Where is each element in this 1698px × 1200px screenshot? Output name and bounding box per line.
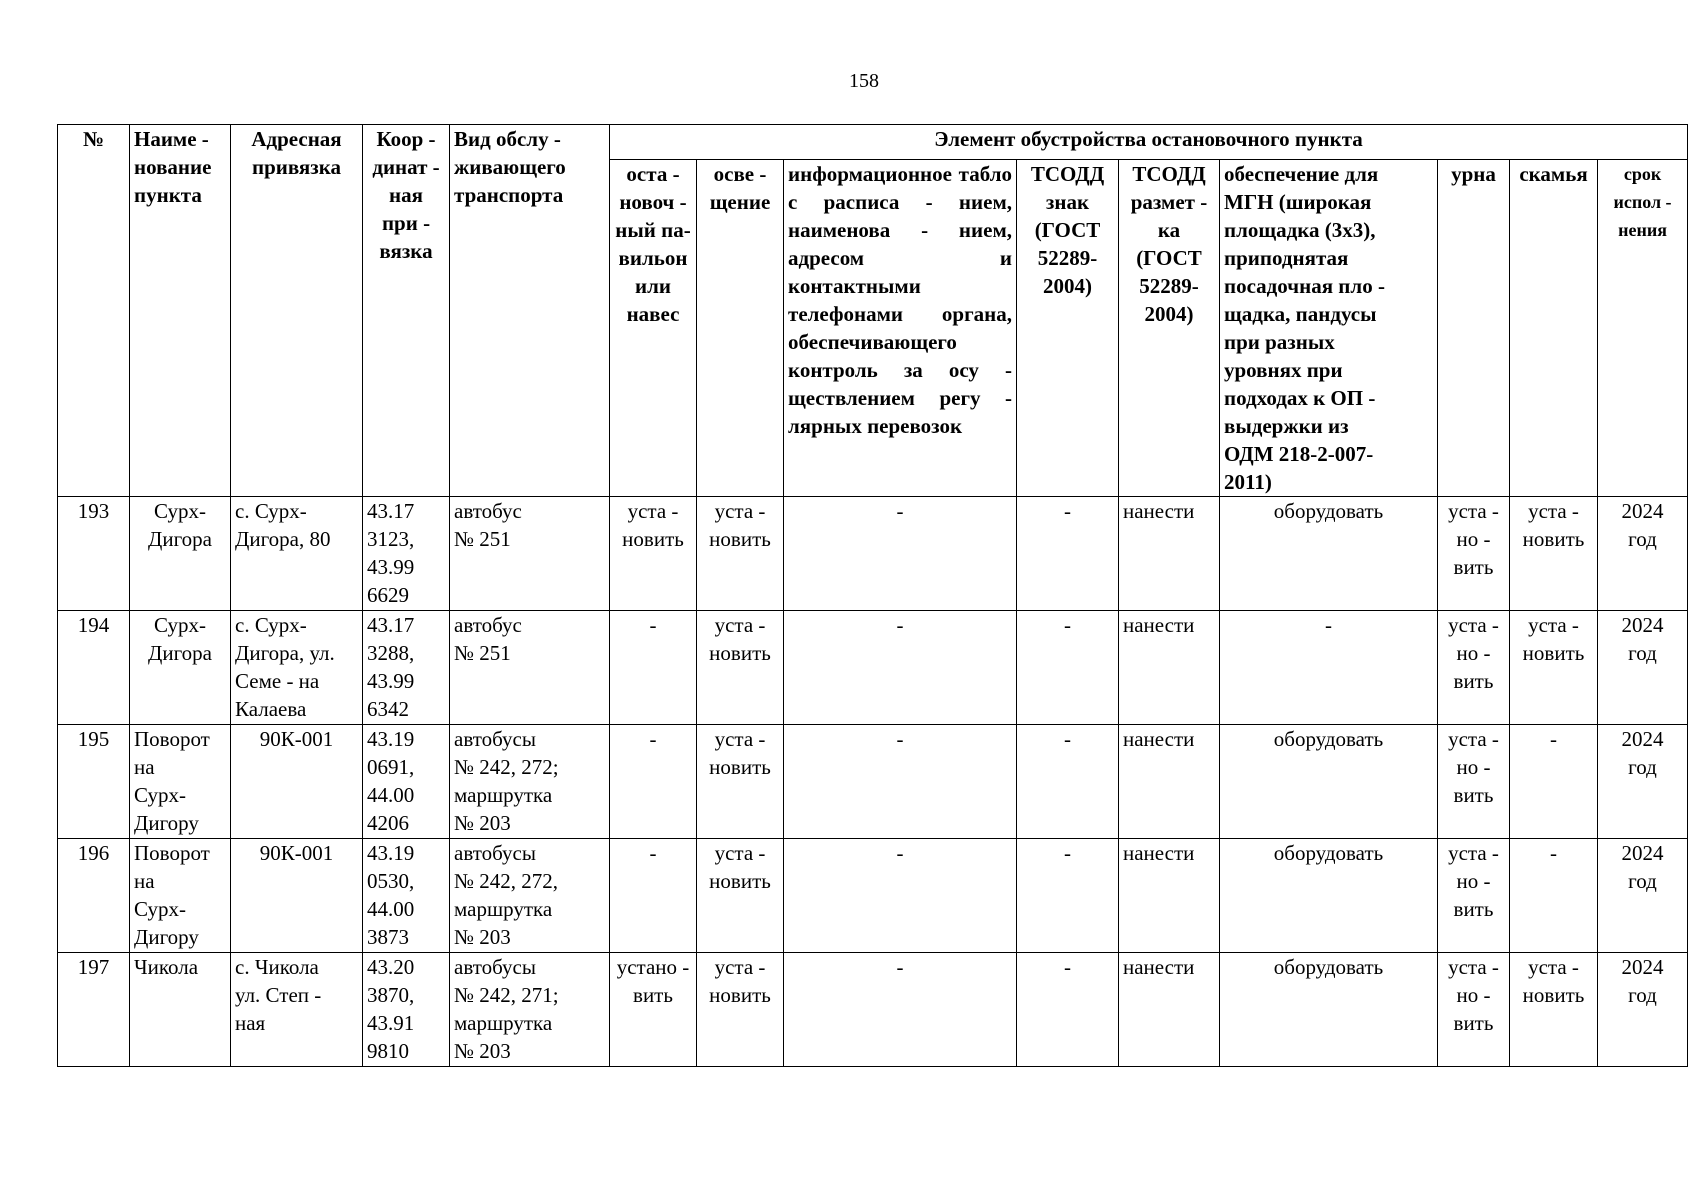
cell-bench: уста - новить — [1510, 497, 1598, 611]
cell-sign: - — [1017, 497, 1119, 611]
cell-mgn: оборудовать — [1220, 725, 1438, 839]
cell-marking: нанести — [1119, 953, 1220, 1067]
cell-stop-name: Поворот на Сурх- Дигору — [130, 839, 231, 953]
cell-info-board: - — [784, 611, 1017, 725]
cell-stop-name: Поворот на Сурх- Дигору — [130, 725, 231, 839]
cell-transport: автобусы № 242, 271; маршрутка № 203 — [450, 953, 610, 1067]
table-row — [58, 839, 1688, 953]
cell-transport: автобусы № 242, 272, маршрутка № 203 — [450, 839, 610, 953]
cell-transport: автобус № 251 — [450, 497, 610, 611]
cell-bench: - — [1510, 839, 1598, 953]
cell-lighting: уста - новить — [697, 497, 784, 611]
cell-pavilion: уста - новить — [610, 497, 697, 611]
cell-coordinates: 43.17 3288, 43.99 6342 — [363, 611, 450, 725]
header-lighting: осве - щение — [697, 160, 784, 497]
cell-lighting: уста - новить — [697, 953, 784, 1067]
cell-marking: нанести — [1119, 497, 1220, 611]
table-row — [58, 953, 1688, 1067]
cell-transport: автобус № 251 — [450, 611, 610, 725]
header-pavilion: оста - новоч - ный па- вильон или навес — [610, 160, 697, 497]
cell-sign: - — [1017, 611, 1119, 725]
cell-lighting: уста - новить — [697, 611, 784, 725]
cell-bench: уста - новить — [1510, 611, 1598, 725]
cell-sign: - — [1017, 839, 1119, 953]
cell-mgn: оборудовать — [1220, 953, 1438, 1067]
cell-stop-name: Чикола — [130, 953, 231, 1067]
cell-info-board: - — [784, 839, 1017, 953]
cell-coordinates: 43.19 0691, 44.00 4206 — [363, 725, 450, 839]
cell-deadline: 2024 год — [1598, 839, 1688, 953]
table-row — [58, 725, 1688, 839]
cell-marking: нанести — [1119, 839, 1220, 953]
cell-sign: - — [1017, 725, 1119, 839]
header-stop-elements-group: Элемент обустройства остановочного пункта — [610, 125, 1688, 160]
cell-deadline: 2024 год — [1598, 725, 1688, 839]
cell-bench: - — [1510, 725, 1598, 839]
cell-lighting: уста - новить — [697, 839, 784, 953]
cell-address: с. Чикола ул. Степ - ная — [231, 953, 363, 1067]
cell-stop-name: Сурх- Дигора — [130, 497, 231, 611]
cell-number: 195 — [58, 725, 130, 839]
cell-number: 193 — [58, 497, 130, 611]
cell-deadline: 2024 год — [1598, 611, 1688, 725]
cell-number: 196 — [58, 839, 130, 953]
cell-number: 197 — [58, 953, 130, 1067]
header-number: № — [58, 125, 130, 497]
page-number: 158 — [849, 70, 879, 92]
bus-stops-table — [57, 124, 1688, 1067]
cell-lighting: уста - новить — [697, 725, 784, 839]
cell-transport: автобусы № 242, 272; маршрутка № 203 — [450, 725, 610, 839]
cell-urn: уста - но - вить — [1438, 953, 1510, 1067]
cell-info-board: - — [784, 953, 1017, 1067]
cell-address: 90К-001 — [231, 725, 363, 839]
cell-urn: уста - но - вить — [1438, 497, 1510, 611]
cell-address: с. Сурх- Дигора, ул. Семе - на Калаева — [231, 611, 363, 725]
cell-pavilion: - — [610, 611, 697, 725]
header-bench: скамья — [1510, 160, 1598, 497]
cell-mgn: - — [1220, 611, 1438, 725]
header-marking: ТСОДД размет - ка (ГОСТ 52289- 2004) — [1119, 160, 1220, 497]
cell-address: с. Сурх- Дигора, 80 — [231, 497, 363, 611]
header-info-board: информационное табло с расписа - нием, наименова - нием, адресом и контактными телефонами органа, обеспечивающего контроль за осу - ществлением регу - лярных перевозок — [784, 160, 1017, 497]
cell-marking: нанести — [1119, 725, 1220, 839]
cell-urn: уста - но - вить — [1438, 611, 1510, 725]
cell-info-board: - — [784, 497, 1017, 611]
header-transport: Вид обслу - живающего транспорта — [450, 125, 610, 497]
cell-sign: - — [1017, 953, 1119, 1067]
cell-bench: уста - новить — [1510, 953, 1598, 1067]
cell-urn: уста - но - вить — [1438, 725, 1510, 839]
cell-urn: уста - но - вить — [1438, 839, 1510, 953]
cell-mgn: оборудовать — [1220, 497, 1438, 611]
cell-number: 194 — [58, 611, 130, 725]
header-stop-name: Наиме - нование пункта — [130, 125, 231, 497]
cell-pavilion: - — [610, 725, 697, 839]
cell-deadline: 2024 год — [1598, 497, 1688, 611]
cell-coordinates: 43.17 3123, 43.99 6629 — [363, 497, 450, 611]
cell-pavilion: устано - вить — [610, 953, 697, 1067]
header-coordinates: Коор - динат - ная при - вязка — [363, 125, 450, 497]
cell-mgn: оборудовать — [1220, 839, 1438, 953]
header-address: Адресная привязка — [231, 125, 363, 497]
header-deadline: срок испол - нения — [1598, 160, 1688, 497]
cell-coordinates: 43.19 0530, 44.00 3873 — [363, 839, 450, 953]
cell-deadline: 2024 год — [1598, 953, 1688, 1067]
cell-marking: нанести — [1119, 611, 1220, 725]
cell-stop-name: Сурх- Дигора — [130, 611, 231, 725]
table-row — [58, 611, 1688, 725]
cell-address: 90К-001 — [231, 839, 363, 953]
header-urn: урна — [1438, 160, 1510, 497]
header-sign: ТСОДД знак (ГОСТ 52289- 2004) — [1017, 160, 1119, 497]
table-row — [58, 497, 1688, 611]
header-mgn: обеспечение для МГН (широкая площадка (3х3), приподнятая посадочная пло - щадка, пандусы при разных уровнях при подходах к ОП - выдержки из ОДМ 218-2-007- 2011) — [1220, 160, 1438, 497]
cell-coordinates: 43.20 3870, 43.91 9810 — [363, 953, 450, 1067]
cell-pavilion: - — [610, 839, 697, 953]
cell-info-board: - — [784, 725, 1017, 839]
